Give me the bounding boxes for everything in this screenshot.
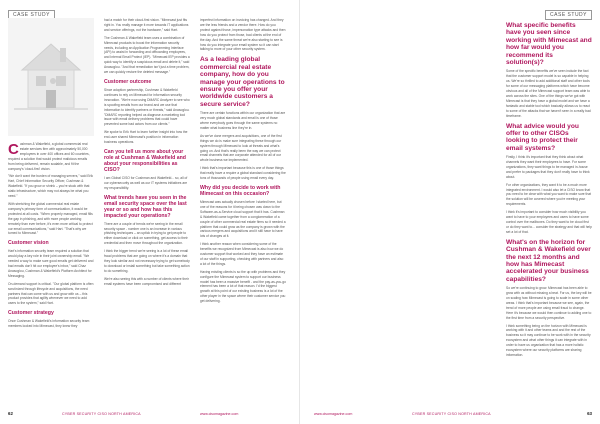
paragraph: The Cushman & Wakefield team uses a combination of Mimecast products to boost the information security needs, including an Application Programming Interface (API) to assist in forwarding and offboarding employees, and Internal Email Protect (IEP). "Mimecast IEP provides a quick way to identify a suspicious email and delete it," said Anasoglou. "And that remediation isn't just a time problem, we can quickly restore the deleted message." [104, 35, 190, 75]
paragraph: I am Global CISO for Cushman and Wakefield... so, all of our cybersecurity as well as our IT systems initiatives are my responsibility. [104, 175, 188, 190]
paragraph: On-demand support is critical. "Our global platform is often scrutinized through lifecycle and acquisitions, the need partners that can come with us and grow with us – this product provides that agility whenever we need to add users to the system," said Hart. [8, 281, 94, 306]
magazine-name: CYBER SECURITY CISO NORTH AMERICA [62, 412, 141, 416]
question-heading: What trends have you seen in the email security space over the last year or so and how has this impacted your operations? [104, 194, 187, 219]
page-number: 63 [587, 411, 592, 416]
magazine-name: CYBER SECURITY CISO NORTH AMERICA [412, 412, 491, 416]
paragraph: imperfect information on invoicing has changed. And they are the less friends and a vendor there. How do you protect against those, impersonation type attacks and then how do you protect from those, bad clients at the end of the day. And the same threat we're also starting to see is how do you integrate your email system so it can start talking to more of your other security system. [200, 18, 286, 52]
magazine-url[interactable]: www.cisomagazine.com [200, 412, 239, 416]
intro-paragraph: ushman & Wakefield, a global commercial real estate services firm with approximately 50,000 employees in over 400 offices and 60 countries, required a solution that would protect malicious emails from being delivered, remain scalable, and fit the company's 'cloud-first' vision. [8, 142, 90, 171]
case-study-tag: CASE STUDY [545, 10, 592, 20]
drop-cap: C [8, 141, 19, 158]
paragraph: I think that's important because this is one of those things that really have a require a global standard considering the tons of thousands of people using email every day. [200, 166, 286, 181]
right-col-1 [314, 18, 398, 404]
heading-customer-strategy: Customer strategy [8, 310, 54, 317]
question-heading-large: What's on the horizon for Cushman & Wakefield over the next 12 months and how has Mimecast accelerated your business capabilities? [506, 238, 591, 283]
paragraph: I think the bigger trend we're seeing is a lot of these email fraud problems that are going on where it's a domain that they look similar and not necessary trying to get somebody to download or install something but take something action to do something. [104, 249, 190, 273]
right-footer [300, 410, 600, 418]
paragraph: Mimecast was actually chosen before I started here, but one of the reasons for it being chosen was down to the Software-as-a-Service cloud support that it has. Cushman & Wakefield came together from a conglomeration of a couple of other commercial real estate firms so it needed a platform that could grow as the company is grown with the various mergers and acquisitions and it still have to have lots of changes at it. [200, 199, 286, 239]
heading-customer-outcome: Customer outcome [104, 78, 152, 85]
paragraph: "We don't want the burden of managing servers," said Erik Hart, Chief Information Security Officer, Cushman & Wakefield. "If you grow or shrink – you're stuck with that static infrastructure, which may not always be what you need." [8, 174, 94, 199]
left-footer [0, 410, 300, 418]
paragraph: For other organizations, they want it to be a much more integrated environment. I would also let a CISO know that you need to be clear with what you want to make sure that the solution will be covered where you're meeting your requirements. [506, 182, 592, 207]
intro-block [8, 142, 94, 171]
paragraph: There are certain functions within our organization that are very much global standards and email is one of those where everybody goes through the same systems no matter what business line they're in. [200, 111, 286, 130]
question-heading-large: As a leading global commercial real estate company, how do you manage your operations to ensure you offer your worldwide customers a secure service? [200, 56, 285, 108]
paragraph: I think something being on the horizon with Mimecast is working with it and other teams and and the rest of the business so it may continue to be work with in the security ecosystem and what other things it can integrate with in order to have us organization that has a more holistic ecosystem where our security platforms are sharing information. [506, 323, 591, 357]
paragraph: With stretching the global commercial real estate company's primary form of communication, it would be protected at all costs. "When properly managed, email fills the gap in phishing, and with more people working remotely than ever before, it's even more critical to protect our email communications," said Hart. "That's why we turned to Mimecast." [8, 201, 93, 236]
paragraph: We spoke to Erik Hart to learn further insight into how the end-user shared Mimecast's position in information business operations. [104, 130, 188, 145]
paragraph: I think another reason when considering some of the benefits we recognized from Mimecast is also how we do customer support that worked and they have an estimate of our staff in supporting, checking with partners and also a lot of the things. [200, 242, 284, 266]
left-col-2 [104, 18, 190, 404]
question-heading: Can you tell us more about your role at Cushman & Wakefield and about your responsibilities as CISO? [104, 148, 186, 173]
heading-customer-vision: Customer vision [8, 240, 49, 247]
paragraph: Since adoption partnership, Cushman & Wakefield continues to rely on Mimecast for information security innovation. "We're now using DMARC Analyzer to see who is spoofing emails from our brand and we use that information to identify partners or threats," said Anasoglou. "DMARC reporting helped us diagnose a marketing tool issue with email delivery problems that could have prevented some bad actors from our clients." [104, 87, 190, 127]
paragraph: We're also seeing this with a number of clients where their email systems have been compromised and different [104, 276, 189, 286]
paragraph: Once Cushman & Wakefield's information security team members looked into Mimecast, they knew they [8, 319, 90, 329]
right-page [300, 0, 600, 424]
paragraph: I think it's important to consider how much visibility you want to have to your employees and users to have some control over the mailboxes. Do they want to be cloud first or do they want to... consider the strategy and that will help set a lot of that. [506, 210, 592, 234]
right-col-4 [506, 18, 592, 404]
paragraph: had a match for their cloud-first vision. "Mimecast just fits right in. You really manage it more towards IT applications and service offerings, not the hardware," said Hart. [104, 18, 189, 32]
question-heading-large: What specific benefits have you seen since working with Mimecast and how far would you recommend its solution(s)? [506, 22, 592, 67]
page-number: 62 [8, 411, 13, 416]
question-heading: Why did you decide to work with Mimecast on this occasion? [200, 184, 281, 197]
left-col-1 [8, 18, 94, 404]
question-heading-large: What advice would you offer to other CISOs looking to protect their email systems? [506, 122, 579, 152]
paragraph: As we've done mergers and acquisitions, one of the first things we do is make sure integrating these through our system through Mimecast to look at threats and what's going on. And that's really been the way we can protect email channels that are corporate attended for all of our whole business we implemented. [200, 133, 282, 163]
magazine-url[interactable]: www.cisomagazine.com [314, 412, 353, 416]
paragraph: Having existing clients is so the up with problems and they configure the Mimecast system to support our business model has been a massive benefit - and the pay-as-you-go element has been a lot of that reason. I'd the biggest growth at this point of our existing business is a lot of the other player in the space where their customer service you get delivering. [200, 269, 286, 304]
paragraph: So we're continuing to grow. Mimecast has been able to grow with us without missing a beat. For us, the key will be on scaling how Mimecast is going to scale in some other areas. I think that's important because we see, again, the trend of more people are using email fraud to change. Here it's because we would then continue to adding one to the first time from a security perspective. [506, 286, 592, 320]
paragraph: There are a couple of trends we're seeing in the email security space - number one is an increase in various phishing techniques – an uptick in trying to get people to either download or click on something, get access to their credential and then move throughout the organization. [104, 221, 188, 246]
case-study-tag: CASE STUDY [8, 10, 55, 20]
paragraph: Some of the specific benefits we've seen include the fact that the customer support model is so capable in helping us. We're so thrilled to add additional staff and other tools for some of our messaging platforms which have become obvious and all of the Mimecast support team was able to work across the sites. One of the things we've got with Mimecast is that they have a global model and we have a fantastic and stable tool which basically allows us to react to some of the attacks that we haven't seen in a really bad timeframe. [506, 69, 591, 118]
left-col-3 [200, 18, 286, 404]
paragraph: Hart's information security team required a solution that would play a key role in their joint ownership email. "We needed a way to make sure good emails get delivered and bad emails don't hit our employee's inbox," said Chaz Anasoglou, Cushman & Wakefield's Platform Architect for Messaging. [8, 249, 94, 278]
paragraph: Firstly, I think it's important that they think about what channels they want their employees to have. For some organizations, they want things to be managed in-house and prefer to packages that they don't really have to think about. [506, 155, 590, 179]
